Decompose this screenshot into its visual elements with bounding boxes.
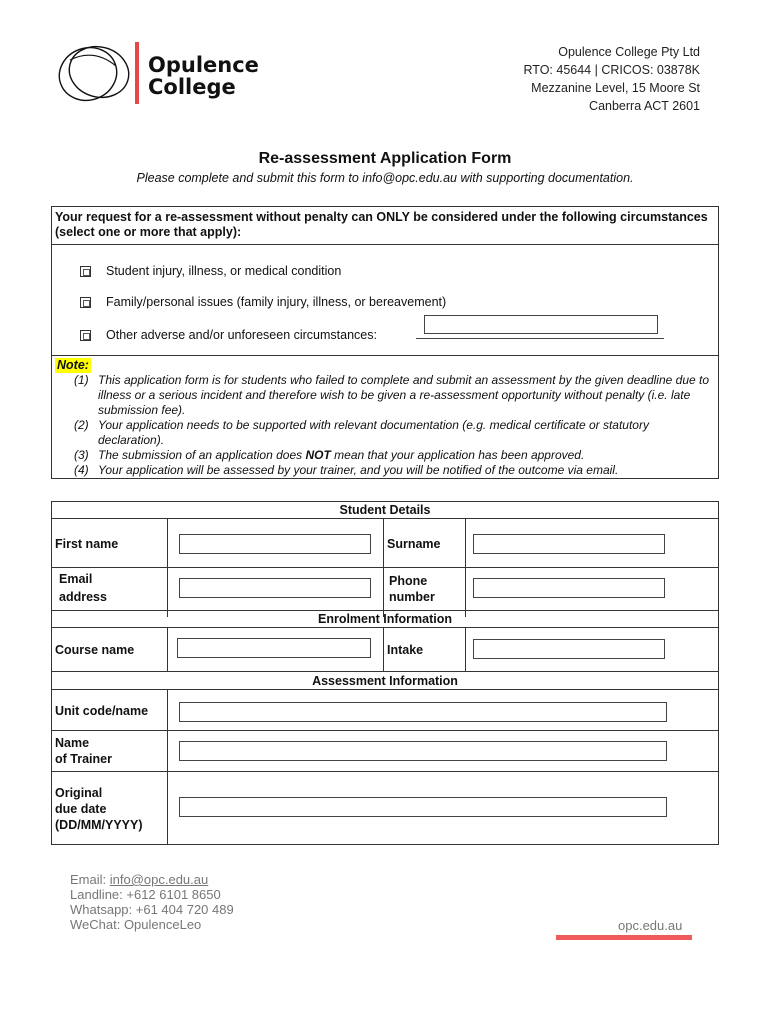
college-address xyxy=(524,43,701,115)
due-date-label-line: Original xyxy=(55,786,103,800)
note-text: This application form is for students who failed to complete and submit an assessment by the given deadline due to illness or a serious incident and therefore wish to be given a re-assessment opportunity without penalty (i.e. late submission fee). xyxy=(98,373,710,417)
trainer-label xyxy=(55,735,112,767)
contact-whatsapp: Whatsapp: +61 404 720 489 xyxy=(70,902,234,917)
divider xyxy=(465,519,466,617)
company-name: Opulence College Pty Ltd xyxy=(558,45,700,59)
note-section xyxy=(52,355,718,477)
college-logo xyxy=(148,54,259,98)
note-item xyxy=(74,373,718,418)
website-link[interactable]: opc.edu.au xyxy=(618,918,683,933)
due-date-label-line: (DD/MM/YYYY) xyxy=(55,818,143,832)
note-number: (4) xyxy=(74,463,89,477)
intake-input[interactable] xyxy=(473,639,665,659)
due-date-label xyxy=(55,785,143,833)
option-medical-label: Student injury, illness, or medical condition xyxy=(106,264,342,278)
email-label-line: Email xyxy=(59,572,93,586)
email-label xyxy=(59,571,107,605)
note-text: Your application needs to be supported with relevant documentation (e.g. medical certificate or statutory declaration). xyxy=(98,418,649,447)
divider xyxy=(167,690,168,844)
assessment-heading: Assessment Information xyxy=(52,671,718,690)
due-date-label-line: due date xyxy=(55,802,107,816)
option-family-label: Family/personal issues (family injury, illness, or bereavement) xyxy=(106,295,447,309)
divider xyxy=(167,519,168,617)
row-divider xyxy=(52,567,718,568)
email-link[interactable]: info@opc.edu.au xyxy=(109,872,209,887)
other-checkbox[interactable] xyxy=(80,330,91,341)
option-medical[interactable] xyxy=(80,262,341,280)
form-subtitle: Please complete and submit this form to info@opc.edu.au with supporting documentation. xyxy=(136,171,634,185)
note-text-part: The submission of an application does xyxy=(98,448,306,462)
contact-info xyxy=(70,872,234,932)
note-item xyxy=(74,418,718,448)
trainer-label-line: Name xyxy=(55,736,90,750)
logo-accent-bar xyxy=(135,42,139,104)
address-line-1: Mezzanine Level, 15 Moore St xyxy=(531,81,700,95)
divider xyxy=(465,628,466,671)
logo-rings-icon xyxy=(52,40,136,106)
note-item xyxy=(74,463,718,478)
enrolment-heading: Enrolment Information xyxy=(52,610,718,628)
address-line-2: Canberra ACT 2601 xyxy=(589,99,700,113)
logo-line-2: College xyxy=(148,75,236,99)
email-input[interactable] xyxy=(179,578,371,598)
contact-landline: Landline: +612 6101 8650 xyxy=(70,887,221,902)
other-circumstances-input[interactable] xyxy=(424,315,658,334)
unit-code-label: Unit code/name xyxy=(55,704,149,718)
logo-line-1: Opulence xyxy=(148,53,259,77)
course-name-input[interactable] xyxy=(177,638,371,658)
note-number: (2) xyxy=(74,418,89,432)
note-emphasis: NOT xyxy=(305,448,331,462)
divider xyxy=(167,628,168,671)
phone-label-line: number xyxy=(389,590,435,604)
row-divider xyxy=(52,771,718,772)
option-other[interactable] xyxy=(80,326,377,344)
note-text-part: mean that your application has been approved. xyxy=(330,448,585,462)
email-label-line: address xyxy=(59,590,107,604)
other-underline xyxy=(416,338,664,339)
contact-wechat: WeChat: OpulenceLeo xyxy=(70,917,202,932)
website-accent-bar xyxy=(556,935,692,940)
due-date-input[interactable] xyxy=(179,797,667,817)
contact-email xyxy=(70,872,234,887)
surname-input[interactable] xyxy=(473,534,665,554)
rto-cricos: RTO: 45644 | CRICOS: 03878K xyxy=(523,63,700,77)
divider xyxy=(383,519,384,617)
note-text xyxy=(98,448,584,463)
phone-label-line: Phone xyxy=(389,574,428,588)
phone-input[interactable] xyxy=(473,578,665,598)
trainer-name-input[interactable] xyxy=(179,741,667,761)
row-divider xyxy=(52,730,718,731)
note-number: (1) xyxy=(74,373,89,387)
course-name-label: Course name xyxy=(55,643,135,657)
email-prefix: Email: xyxy=(70,872,110,887)
first-name-label: First name xyxy=(55,537,119,551)
note-text: Your application will be assessed by your trainer, and you will be notified of the outcome via email. xyxy=(98,463,619,477)
circumstances-heading: Your request for a re-assessment without penalty can ONLY be considered under the following circumstances (select one or more that apply): xyxy=(52,207,718,245)
medical-checkbox[interactable] xyxy=(80,266,91,277)
first-name-input[interactable] xyxy=(179,534,371,554)
intake-label: Intake xyxy=(387,643,424,657)
family-checkbox[interactable] xyxy=(80,297,91,308)
surname-label: Surname xyxy=(387,537,441,551)
option-other-label: Other adverse and/or unforeseen circumstances: xyxy=(106,328,377,342)
note-number: (3) xyxy=(74,448,89,462)
student-details-heading: Student Details xyxy=(52,502,718,519)
trainer-label-line: of Trainer xyxy=(55,752,112,766)
unit-code-input[interactable] xyxy=(179,702,667,722)
note-label: Note: xyxy=(57,358,89,372)
form-title: Re-assessment Application Form xyxy=(258,150,512,167)
option-family[interactable] xyxy=(80,293,446,311)
details-table xyxy=(51,501,719,845)
circumstances-box xyxy=(51,206,719,479)
note-list xyxy=(74,373,718,478)
note-item xyxy=(74,448,718,463)
divider xyxy=(383,628,384,671)
phone-label xyxy=(389,573,435,605)
